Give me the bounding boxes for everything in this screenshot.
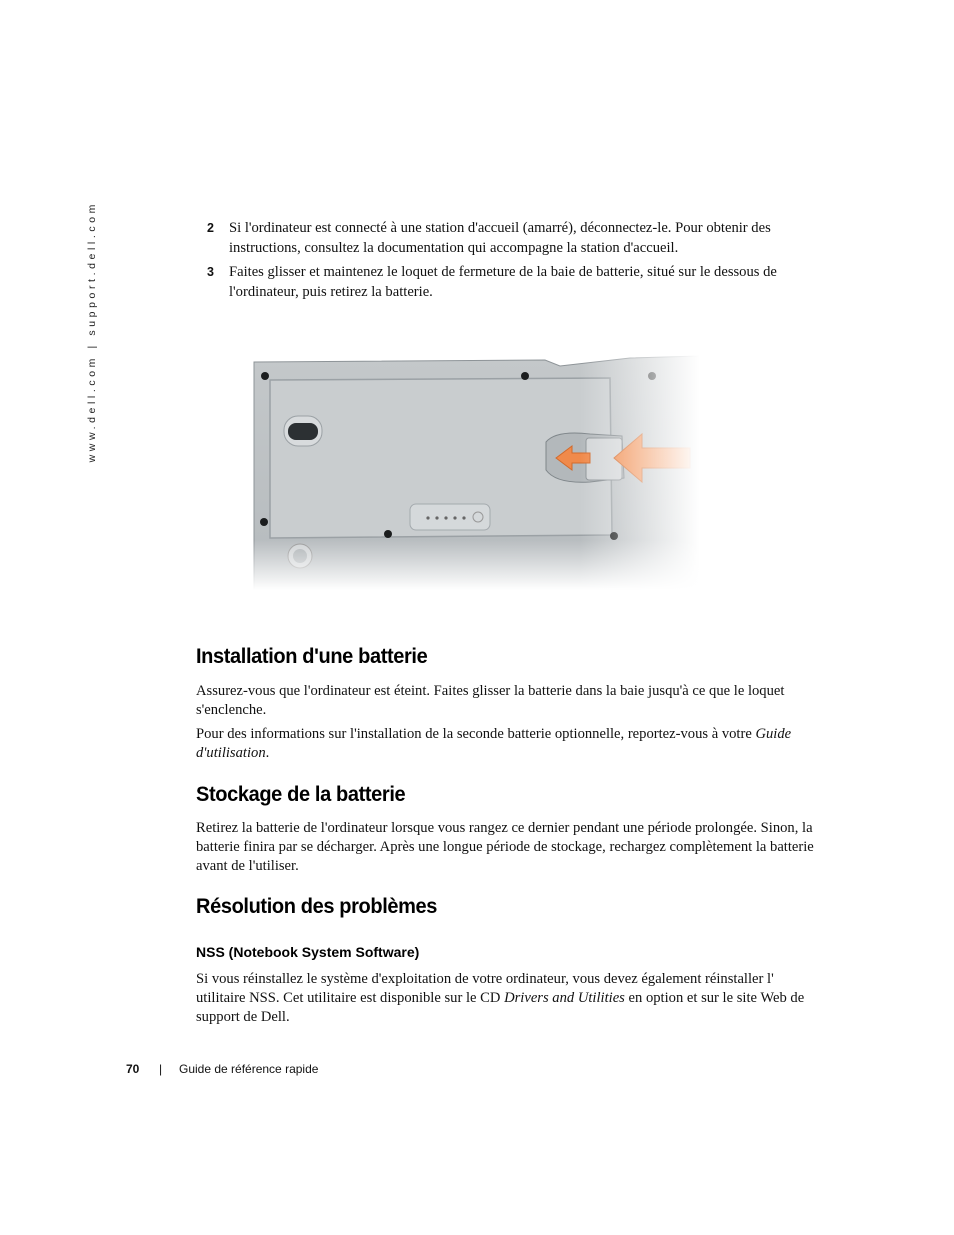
- step-text: Si l'ordinateur est connecté à une station d'accueil (amarré), déconnectez-le. Pour obtenir des instructions, consultez la documentation qui accompagne la station d'accueil.: [229, 220, 771, 256]
- footer-separator: |: [159, 1062, 163, 1076]
- battery-bay-latch-photo-icon: [250, 350, 700, 590]
- install-paragraph-2: [196, 725, 816, 763]
- step-3: [207, 263, 817, 302]
- side-url: [84, 200, 100, 462]
- side-url-text: www.dell.com | support.dell.com: [86, 200, 98, 462]
- step-number: 2: [207, 221, 214, 235]
- step-text: Faites glisser et maintenez le loquet de fermeture de la baie de batterie, situé sur le dessous de l'ordinateur, puis retirez la batterie.: [229, 264, 777, 300]
- install-text-end: .: [265, 745, 270, 761]
- cd-title: Drivers and Utilities: [504, 990, 625, 1006]
- subsection-title-nss: NSS (Notebook System Software): [196, 944, 420, 960]
- nss-text-end: en option et sur le site Web de support de Dell.: [196, 990, 805, 1025]
- step-2: [207, 219, 817, 258]
- install-paragraph-1: Assurez-vous que l'ordinateur est éteint. Faites glisser la batterie dans la baie jusqu'à ce que le loquet s'enclenche.: [196, 683, 785, 718]
- footer-title: Guide de référence rapide: [179, 1062, 319, 1076]
- page-number: 70: [126, 1062, 140, 1076]
- section-title-install: Installation d'une batterie: [196, 644, 428, 668]
- section-title-storage: Stockage de la batterie: [196, 782, 406, 806]
- battery-removal-figure: [250, 350, 700, 590]
- nss-text: Si vous réinstallez le système d'exploitation de votre ordinateur, vous devez également réinstaller l' utilitaire NSS. Cet utilitaire est disponible sur le CD: [196, 971, 774, 1006]
- storage-paragraph: Retirez la batterie de l'ordinateur lorsque vous rangez ce dernier pendant une période prolongée. Sinon, la batterie finira par se décharger. Après une longue période de stockage, rechargez complètement la batterie avant de l'utiliser.: [196, 820, 814, 874]
- step-number: 3: [207, 265, 214, 279]
- guide-title: Guide d'utilisation: [196, 726, 792, 761]
- install-text: Pour des informations sur l'installation de la seconde batterie optionnelle, reportez-vous à votre: [196, 726, 756, 742]
- nss-paragraph: [196, 970, 816, 1027]
- section-title-troubleshoot: Résolution des problèmes: [196, 894, 438, 918]
